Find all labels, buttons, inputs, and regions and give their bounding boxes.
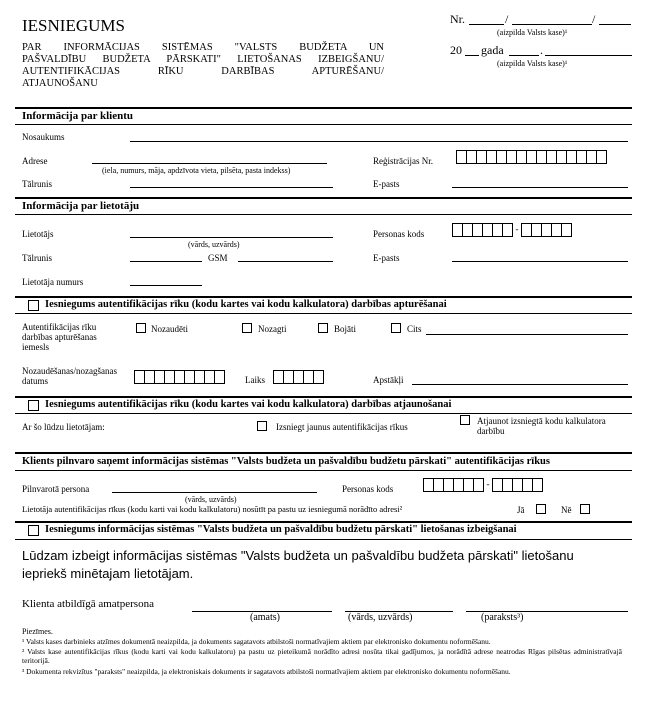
user-email-label: E-pasts — [373, 253, 400, 263]
divider — [15, 521, 632, 523]
date-hint: (aizpilda Valsts kase)¹ — [497, 59, 568, 68]
proxy-personal-code-label: Personas kods — [342, 484, 394, 494]
proxy-section-heading: Klients pilnvaro saņemt informācijas sistēmas "Valsts budžeta un pašvaldību budžetu pārskati" autentifikācijas rīkus — [22, 456, 550, 467]
user-number-field[interactable] — [130, 285, 202, 286]
divider — [15, 413, 632, 414]
year-field[interactable] — [465, 55, 479, 56]
client-name-field[interactable] — [130, 141, 628, 142]
client-name-label: Nosaukums — [22, 132, 65, 142]
nr-field-3[interactable] — [599, 24, 631, 25]
terminate-section-heading: Iesniegums informācijas sistēmas "Valsts budžeta un pašvaldību budžetu pārskati" lietošanas izbeigšanai — [45, 524, 517, 535]
restore-section-heading: Iesniegums autentifikācijas rīku (kodu kartes vai kodu kalkulatora) darbības atjaunošanai — [45, 399, 452, 410]
nr-label: Nr. — [450, 12, 465, 26]
circumstances-field[interactable] — [412, 384, 628, 385]
circumstances-label: Apstākļi — [373, 375, 404, 385]
user-number-label: Lietotāja numurs — [22, 277, 84, 287]
divider — [15, 214, 632, 215]
restore-section-checkbox[interactable] — [28, 400, 39, 411]
divider — [15, 396, 632, 398]
form-subtitle — [22, 42, 384, 90]
position-hint: (amats) — [250, 612, 280, 623]
code-dash: - — [486, 479, 490, 489]
note-item: ³ Dokumenta rekvizītus "paraksts" neaizpilda, ja elektroniskais dokuments ir sagatavots atbilstoši normatīvajiem aktiem par elektronisko dokumentu noformēšanu. — [22, 667, 511, 676]
mail-delivery-label: Lietotāja autentifikācijas rīkus (kodu karti vai kodu kalkulatoru) nosūtīt pa pastu uz iesniegumā norādīto adresi² — [22, 504, 403, 514]
statement-line: iepriekš minētajam lietotājam. — [22, 566, 194, 581]
client-email-label: E-pasts — [373, 179, 400, 189]
divider — [15, 313, 632, 314]
renew-label-line: darbību — [477, 426, 505, 436]
note-item: ¹ Valsts kases darbinieks atzīmes dokumentā neaizpilda, ja dokuments sagatavots atbilstoši normatīvajiem aktiem par elektronisko dokumentu noformēšanu. — [22, 637, 491, 646]
client-reg-label: Reģistrācijas Nr. — [373, 156, 433, 166]
renew-calculator-checkbox[interactable] — [460, 415, 470, 425]
date-cell[interactable] — [214, 370, 225, 384]
reason-label-line: iemesls — [22, 342, 49, 352]
loss-date-label — [22, 366, 117, 386]
divider — [15, 452, 632, 454]
mail-no-checkbox[interactable] — [580, 504, 590, 514]
mail-yes-label: Jā — [517, 505, 525, 515]
proxy-person-hint: (vārds, uzvārds) — [185, 495, 237, 504]
client-reg-cells[interactable] — [456, 150, 606, 164]
month-field[interactable] — [545, 55, 632, 56]
user-section-heading: Informācija par lietotāju — [22, 200, 140, 212]
subtitle-line: PAR INFORMĀCIJAS SISTĒMAS "VALSTS BUDŽETA UN — [22, 42, 384, 53]
lost-checkbox[interactable] — [136, 323, 146, 333]
code-cell[interactable] — [532, 478, 543, 492]
time-label: Laiks — [245, 375, 265, 385]
renew-calculator-label — [477, 416, 606, 436]
reason-label-line: darbības apturēšanas — [22, 332, 97, 342]
user-name-field[interactable] — [130, 237, 333, 238]
time-cell[interactable] — [313, 370, 324, 384]
suspend-section-checkbox[interactable] — [28, 300, 39, 311]
user-personal-code-cells[interactable] — [452, 223, 571, 237]
user-gsm-field[interactable] — [238, 261, 333, 262]
nr-field-2[interactable] — [512, 24, 592, 25]
nr-hint: (aizpilda Valsts kase)¹ — [497, 28, 568, 37]
client-address-field[interactable] — [92, 163, 327, 164]
client-email-field[interactable] — [452, 187, 628, 188]
subtitle-line: ATJAUNOŠANU — [22, 78, 98, 89]
reg-cell[interactable] — [596, 150, 607, 164]
user-label: Lietotājs — [22, 229, 54, 239]
suspend-reason-label — [22, 322, 97, 352]
notes-title: Piezīmes. — [22, 627, 53, 636]
damaged-option-label: Bojāti — [334, 324, 356, 334]
user-gsm-label: GSM — [208, 253, 228, 263]
stolen-checkbox[interactable] — [242, 323, 252, 333]
proxy-personal-code-cells[interactable] — [423, 478, 542, 492]
client-address-hint: (iela, numurs, māja, apdzīvota vieta, pilsēta, pasta indekss) — [102, 166, 291, 175]
issue-new-checkbox[interactable] — [257, 421, 267, 431]
other-reason-field[interactable] — [426, 334, 628, 335]
user-email-field[interactable] — [452, 261, 628, 262]
user-phone-label: Tālrunis — [22, 253, 52, 263]
restore-ask-label: Ar šo lūdzu lietotājam: — [22, 422, 105, 432]
note-item: ² Valsts kase autentifikācijas rīkus (kodu karti vai kodu kalkulatoru) pa pastu uz pieteikumā norādīto adresi nosūta tikai gadījumos, ja norādītā adrese neatrodas Rīgas pilsētas administratīvajā teritorijā. — [22, 647, 622, 665]
signer-name-hint: (vārds, uzvārds) — [348, 612, 413, 623]
client-phone-field[interactable] — [130, 187, 333, 188]
divider — [15, 197, 632, 199]
nr-separator: / — [592, 12, 596, 26]
issue-new-label: Izsniegt jaunus autentifikācijas rīkus — [276, 422, 408, 432]
mail-no-label: Nē — [561, 505, 572, 515]
user-name-hint: (vārds, uzvārds) — [188, 240, 240, 249]
divider — [15, 107, 632, 109]
divider — [15, 124, 632, 125]
gada-label: gada — [481, 43, 504, 57]
code-dash: - — [515, 224, 519, 234]
mail-yes-checkbox[interactable] — [536, 504, 546, 514]
day-field[interactable] — [509, 55, 539, 56]
loss-date-cells[interactable] — [134, 370, 224, 384]
signature-label: Klienta atbildīgā amatpersona — [22, 598, 154, 610]
lost-option-label: Nozaudēti — [151, 324, 188, 334]
client-address-label: Adrese — [22, 156, 48, 166]
nr-separator: / — [505, 12, 509, 26]
renew-label-line: Atjaunot izsniegtā kodu kalkulatora — [477, 416, 606, 426]
subtitle-line: AUTENTIFIKĀCIJAS RĪKU DARBĪBAS APTURĒŠANU/ — [22, 66, 384, 77]
nr-field-1[interactable] — [469, 24, 504, 25]
damaged-checkbox[interactable] — [318, 323, 328, 333]
time-cells[interactable] — [273, 370, 323, 384]
terminate-statement — [22, 547, 574, 583]
user-personal-code-label: Personas kods — [373, 229, 425, 239]
subtitle-line: PAŠVALDĪBU BUDŽETA PĀRSKATI" LIETOŠANAS IZBEIGŠANU/ — [22, 54, 384, 65]
user-phone-field[interactable] — [130, 261, 202, 262]
stolen-option-label: Nozagti — [258, 324, 287, 334]
statement-line: Lūdzam izbeigt informācijas sistēmas "Valsts budžeta un pašvaldību budžeta pārskati" lietošanu — [22, 548, 574, 563]
proxy-person-field[interactable] — [112, 492, 317, 493]
other-option-label: Cits — [407, 324, 422, 334]
date-label-line: Nozaudēšanas/nozagšanas — [22, 366, 117, 376]
code-cell[interactable] — [561, 223, 572, 237]
client-phone-label: Tālrunis — [22, 179, 52, 189]
reason-label-line: Autentifikācijas rīku — [22, 322, 97, 332]
suspend-section-heading: Iesniegums autentifikācijas rīku (kodu kartes vai kodu kalkulatora) darbības apturēšanai — [45, 299, 447, 310]
divider — [15, 296, 632, 298]
client-section-heading: Informācija par klientu — [22, 110, 134, 122]
date-dot: . — [540, 43, 543, 57]
year-prefix: 20 — [450, 43, 462, 57]
form-title: IESNIEGUMS — [22, 16, 125, 35]
divider — [15, 470, 632, 471]
terminate-section-checkbox[interactable] — [28, 525, 39, 536]
date-label-line: datums — [22, 376, 48, 386]
divider — [15, 539, 632, 540]
other-checkbox[interactable] — [391, 323, 401, 333]
signature-hint: (paraksts³) — [481, 612, 524, 623]
proxy-person-label: Pilnvarotā persona — [22, 484, 90, 494]
